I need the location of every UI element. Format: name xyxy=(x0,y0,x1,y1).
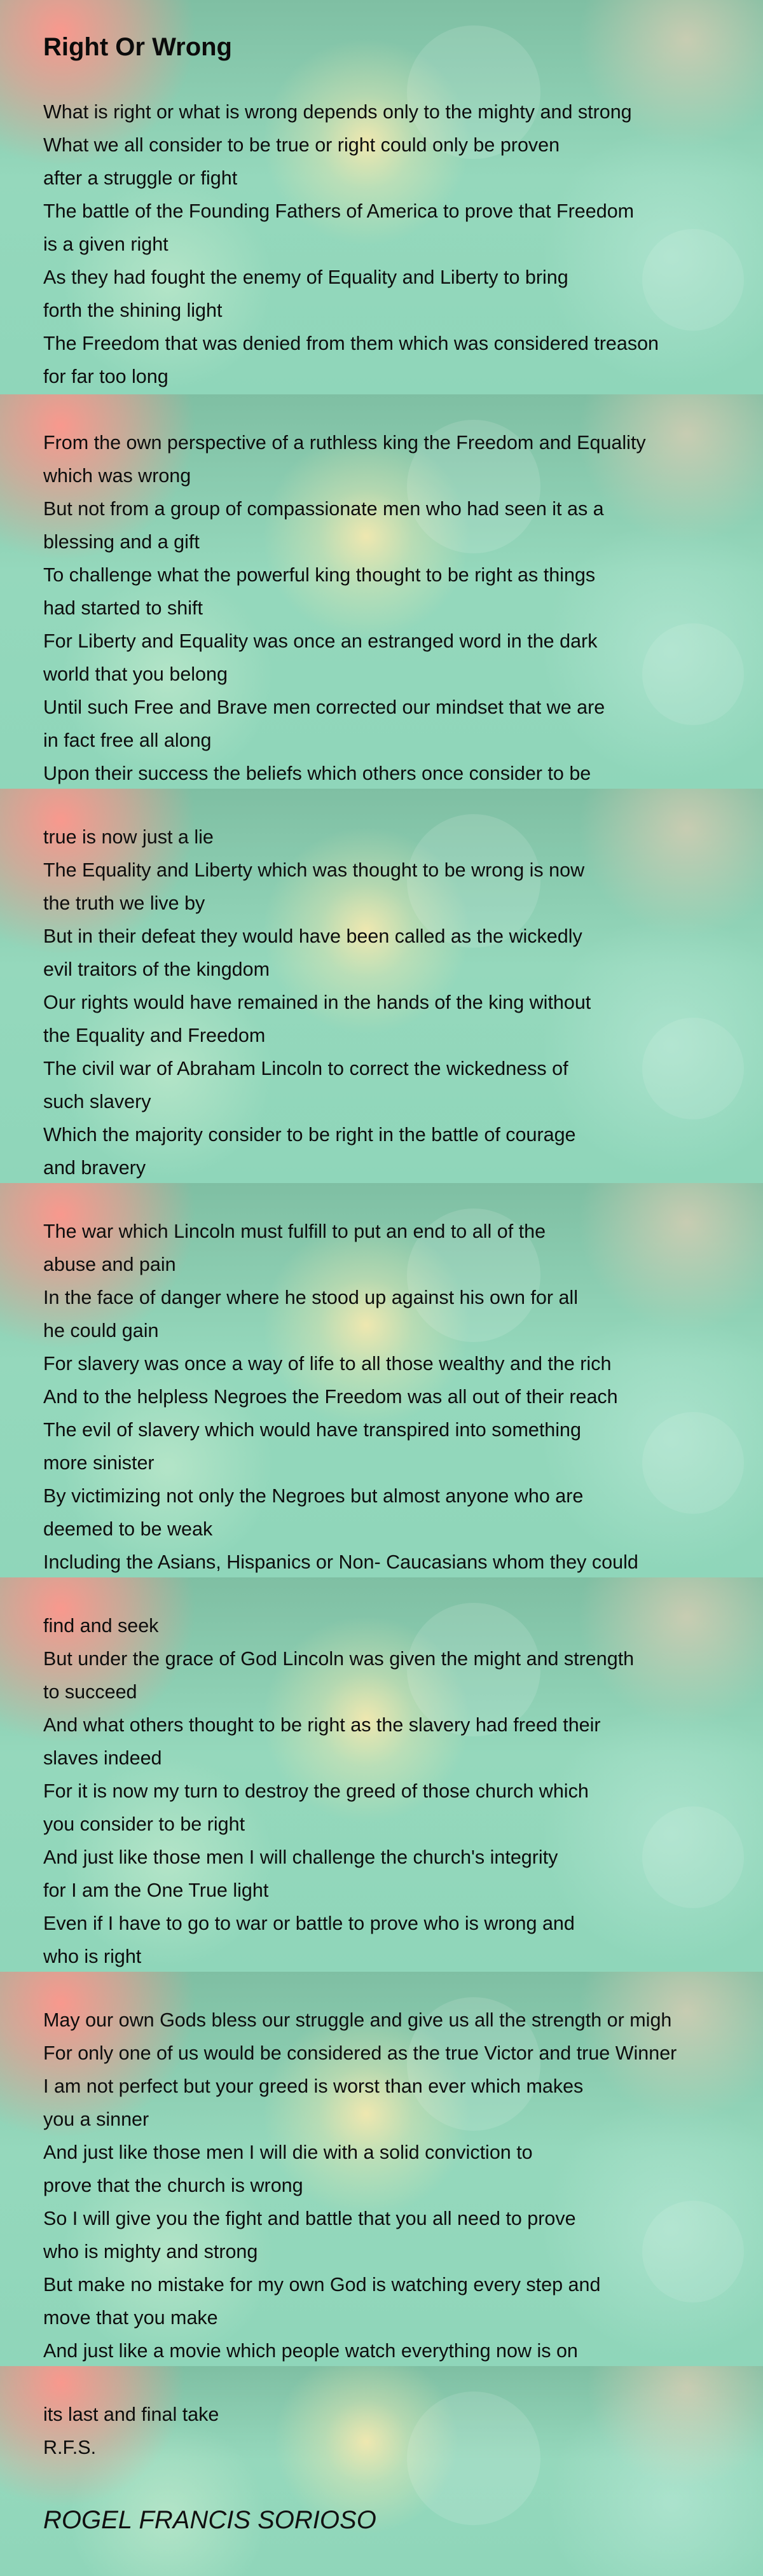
poem-line: prove that the church is wrong xyxy=(43,2175,303,2196)
poem-panel-4 xyxy=(0,1183,763,1577)
poem-line: But not from a group of compassionate men who had seen it as a xyxy=(43,498,604,520)
poem-line: slaves indeed xyxy=(43,1747,162,1769)
poem-line: after a struggle or fight xyxy=(43,167,238,189)
poem-line: And just like those men I will challenge the church's integrity xyxy=(43,1846,558,1868)
poem-line: Which the majority consider to be right in the battle of courage xyxy=(43,1124,576,1146)
poem-line: to succeed xyxy=(43,1681,137,1703)
poem-line: For only one of us would be considered as the true Victor and true Winner xyxy=(43,2042,677,2064)
poem-line: May our own Gods bless our struggle and give us all the strength or migh xyxy=(43,2009,672,2031)
poem-line: forth the shining light xyxy=(43,300,223,321)
poem-line: he could gain xyxy=(43,1320,159,1341)
poem-line: you consider to be right xyxy=(43,1813,245,1835)
poem-lines xyxy=(43,2004,677,2366)
poem-author: ROGEL FRANCIS SORIOSO xyxy=(43,2506,376,2534)
poem-line: blessing and a gift xyxy=(43,531,200,553)
poem-line: find and seek xyxy=(43,1615,159,1637)
poem-line: Until such Free and Brave men corrected our mindset that we are xyxy=(43,696,605,718)
poem-line: deemed to be weak xyxy=(43,1518,213,1540)
poem-panel-7 xyxy=(0,2366,763,2576)
poem-line: But in their defeat they would have been called as the wickedly xyxy=(43,925,582,947)
poem-line: As they had fought the enemy of Equality and Liberty to bring xyxy=(43,267,568,288)
poem-panel-5 xyxy=(0,1577,763,1972)
poem-initials: R.F.S. xyxy=(43,2437,97,2458)
poem-line: and bravery xyxy=(43,1157,146,1179)
poem-line: its last and final take xyxy=(43,2404,219,2425)
poem-panel-1 xyxy=(0,0,763,394)
poem-line: you a sinner xyxy=(43,2109,149,2130)
poem-line: The evil of slavery which would have transpired into something xyxy=(43,1419,581,1441)
poem-line: for I am the One True light xyxy=(43,1880,269,1901)
poem-line: And just like a movie which people watch everything now is on xyxy=(43,2340,578,2362)
poem-line: Including the Asians, Hispanics or Non- Caucasians whom they could xyxy=(43,1551,638,1573)
poem-lines xyxy=(43,1215,638,1577)
poem-line: who is mighty and strong xyxy=(43,2241,258,2262)
poem-line: evil traitors of the kingdom xyxy=(43,959,270,980)
poem-line: The battle of the Founding Fathers of America to prove that Freedom xyxy=(43,200,635,222)
poem-line: What is right or what is wrong depends only to the mighty and strong xyxy=(43,101,632,123)
poem-title: Right Or Wrong xyxy=(43,33,232,61)
poem-line: And to the helpless Negroes the Freedom was all out of their reach xyxy=(43,1386,618,1408)
poem-line: is a given right xyxy=(43,233,168,255)
poem-panel-6 xyxy=(0,1972,763,2366)
poem-line: To challenge what the powerful king thought to be right as things xyxy=(43,564,596,586)
poem-line: which was wrong xyxy=(43,465,191,487)
poem-lines xyxy=(43,95,659,393)
poem-line: For it is now my turn to destroy the greed of those church which xyxy=(43,1780,589,1802)
poem-line: From the own perspective of a ruthless king the Freedom and Equality xyxy=(43,432,646,454)
poem-lines xyxy=(43,1609,634,1972)
poem-line: I am not perfect but your greed is worst than ever which makes xyxy=(43,2075,584,2097)
poem-line: But make no mistake for my own God is watching every step and xyxy=(43,2274,601,2296)
poem-line: And just like those men I will die with a solid conviction to xyxy=(43,2142,533,2163)
poem-line: Our rights would have remained in the hands of the king without xyxy=(43,992,591,1013)
poem-line: Upon their success the beliefs which others once consider to be xyxy=(43,763,591,784)
poem-line: abuse and pain xyxy=(43,1254,176,1275)
poem-line: Even if I have to go to war or battle to prove who is wrong and xyxy=(43,1913,575,1934)
poem-line: In the face of danger where he stood up against his own for all xyxy=(43,1287,578,1308)
poem-line: for far too long xyxy=(43,366,168,387)
poem-line: But under the grace of God Lincoln was given the might and strength xyxy=(43,1648,635,1670)
poem-line: For Liberty and Equality was once an estranged word in the dark xyxy=(43,630,598,652)
poem-line: The war which Lincoln must fulfill to put an end to all of the xyxy=(43,1221,546,1242)
poem-line: such slavery xyxy=(43,1091,151,1112)
poem-line: the truth we live by xyxy=(43,892,205,914)
poem-line: true is now just a lie xyxy=(43,826,214,848)
poem-line: So I will give you the fight and battle that you all need to prove xyxy=(43,2208,576,2229)
poem-line: in fact free all along xyxy=(43,730,212,751)
poem-line: more sinister xyxy=(43,1452,155,1474)
poem-lines xyxy=(43,426,646,789)
poem-panel-3 xyxy=(0,789,763,1183)
poem-line: The civil war of Abraham Lincoln to correct the wickedness of xyxy=(43,1058,568,1079)
poem-line: world that you belong xyxy=(43,663,228,685)
poem-line: The Equality and Liberty which was thought to be wrong is now xyxy=(43,859,585,881)
poem-panel-2 xyxy=(0,394,763,789)
poem-line: The Freedom that was denied from them which was considered treason xyxy=(43,333,659,354)
poem-line: For slavery was once a way of life to all those wealthy and the rich xyxy=(43,1353,612,1375)
poem-line: the Equality and Freedom xyxy=(43,1025,266,1046)
poem-line: By victimizing not only the Negroes but almost anyone who are xyxy=(43,1485,584,1507)
poem-line: And what others thought to be right as the slavery had freed their xyxy=(43,1714,601,1736)
poem-line: move that you make xyxy=(43,2307,218,2329)
poem-lines xyxy=(43,821,591,1183)
poem-line: What we all consider to be true or right could only be proven xyxy=(43,134,560,156)
poem-line: who is right xyxy=(43,1946,142,1967)
poem-line: had started to shift xyxy=(43,597,203,619)
poem-lines xyxy=(43,2398,219,2464)
